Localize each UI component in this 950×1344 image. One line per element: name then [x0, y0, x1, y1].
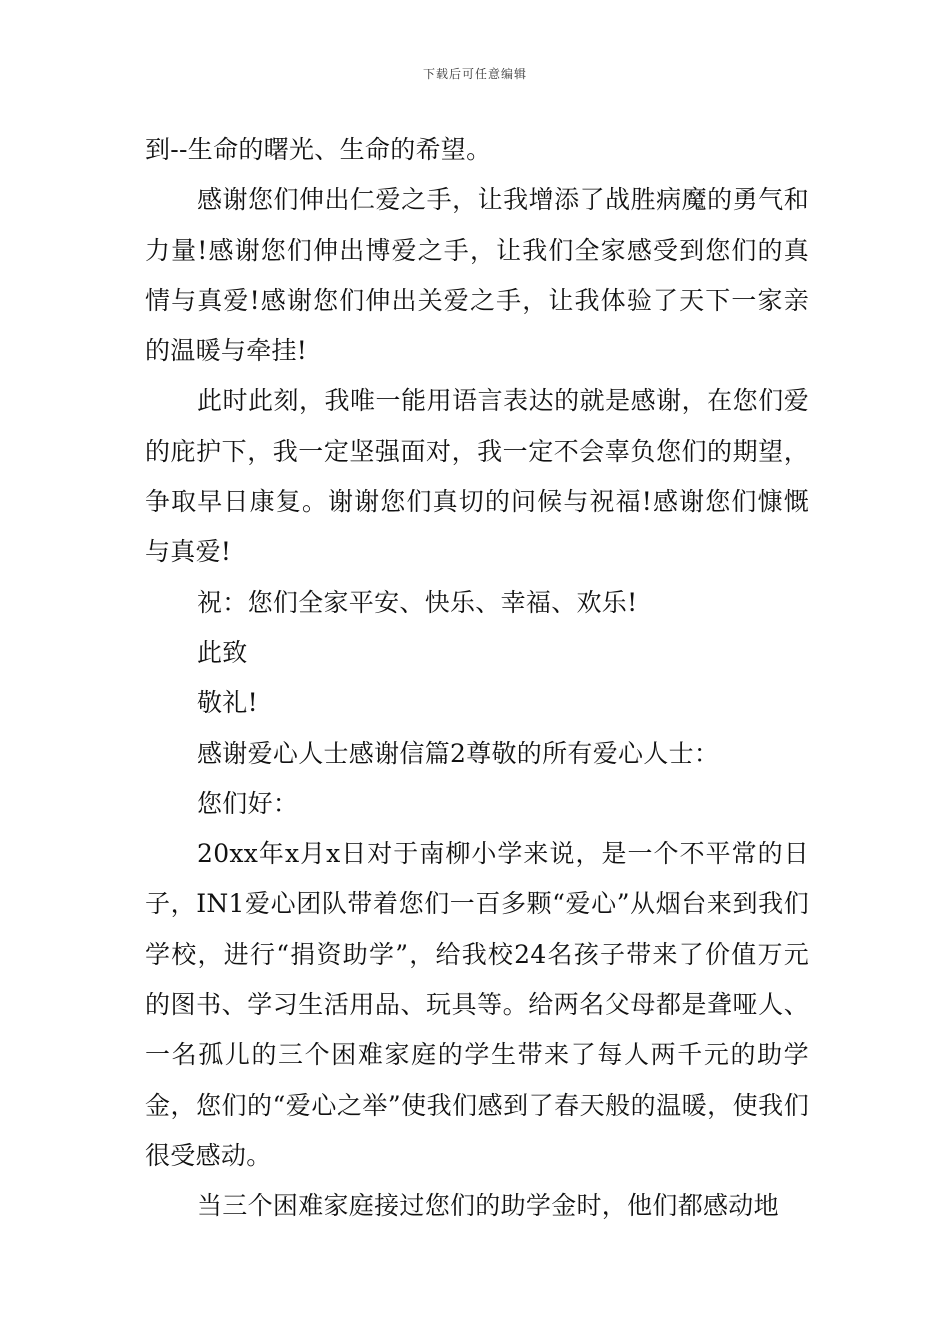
paragraph-letter-2-title: 感谢爱心人士感谢信篇2尊敬的所有爱心人士： [197, 738, 720, 768]
paragraph-salute: 敬礼! [197, 688, 258, 718]
paragraph-event: 20xx年x月x日对于南柳小学来说，是一个不平常的日子，IN1爱心团队带着您们一百多颗“爱心”从烟台来到我们学校，进行“捐资助学”，给我校24名孩子带来了价值万元的图书、学习生活用品、玩具等。给两名父母都是聋哑人、一名孤儿的三个困难家庭的学生带来了每人两千元的助学金，您们的“爱心之举”使我们感到了春天般的温暖，使我们很受感动。 [145, 839, 809, 1170]
paragraph-continuation: 到--生命的曙光、生命的希望。 [145, 135, 492, 164]
header-note: 下载后可任意编辑 [422, 67, 527, 81]
paragraph-gratitude: 此时此刻，我唯一能用语言表达的就是感谢，在您们爱的庇护下，我一定坚强面对，我一定不会辜负您们的期望，争取早日康复。谢谢您们真切的问候与祝福!感谢您们慷慨与真爱! [145, 386, 809, 567]
paragraph-greeting: 您们好： [197, 788, 299, 818]
paragraph-closing: 此致 [197, 637, 248, 667]
paragraph-thanks: 感谢您们伸出仁爱之手，让我增添了战胜病魔的勇气和力量!感谢您们伸出博爱之手，让我们全家感受到您们的真情与真爱!感谢您们伸出关爱之手，让我体验了天下一家亲的温暖与牵挂! [145, 185, 809, 366]
paragraph-wishes: 祝：您们全家平安、快乐、幸福、欢乐! [197, 587, 638, 617]
paragraph-families: 当三个困难家庭接过您们的助学金时，他们都感动地 [197, 1191, 779, 1221]
document-body [145, 125, 809, 1232]
